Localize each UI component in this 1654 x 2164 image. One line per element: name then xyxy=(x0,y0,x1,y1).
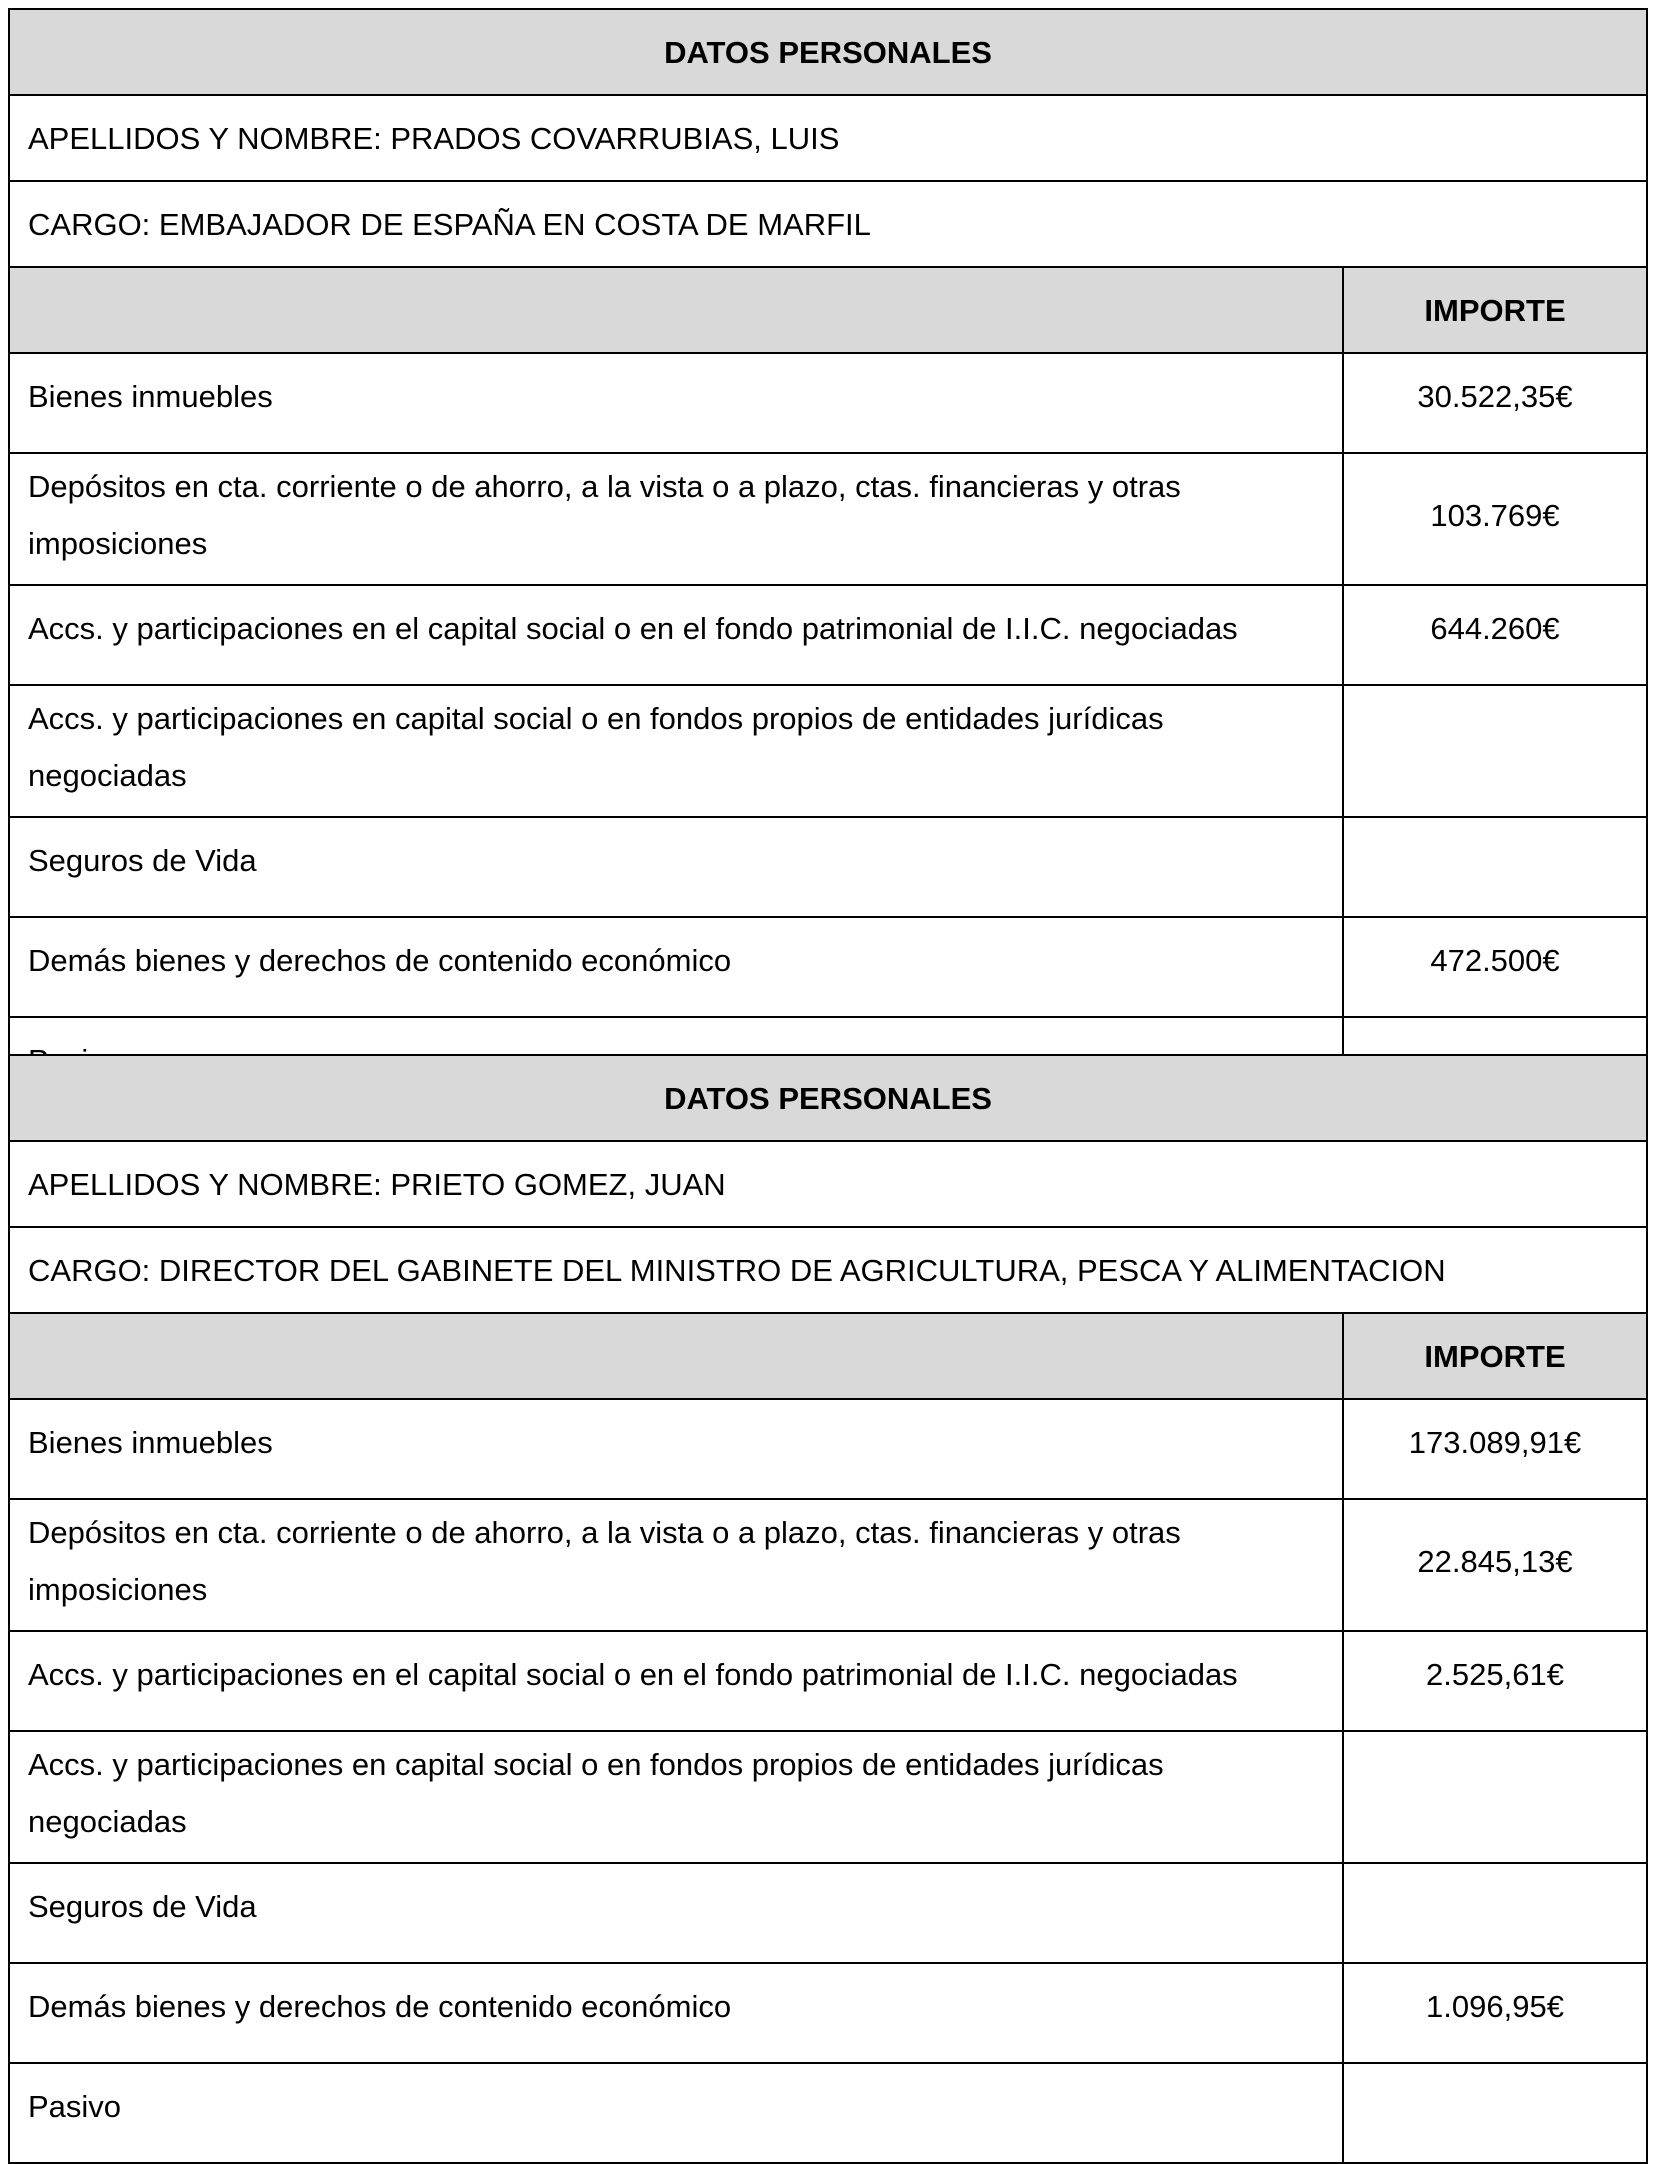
concept-header-cell xyxy=(9,267,1343,353)
row-amount: 173.089,91€ xyxy=(1343,1399,1647,1499)
row-amount: 472.500€ xyxy=(1343,917,1647,1017)
row-label: Accs. y participaciones en el capital social o en el fondo patrimonial de I.I.C. negociadas xyxy=(9,585,1343,685)
row-label: Depósitos en cta. corriente o de ahorro, a la vista o a plazo, ctas. financieras y otras imposiciones xyxy=(9,453,1343,585)
row-label: Depósitos en cta. corriente o de ahorro, a la vista o a plazo, ctas. financieras y otras imposiciones xyxy=(9,1499,1343,1631)
position-line: CARGO: EMBAJADOR DE ESPAÑA EN COSTA DE MARFIL xyxy=(9,181,1647,267)
row-amount xyxy=(1343,1731,1647,1863)
table-row xyxy=(9,1963,1647,2063)
row-amount xyxy=(1343,685,1647,817)
row-label: Seguros de Vida xyxy=(9,817,1343,917)
name-line: APELLIDOS Y NOMBRE: PRADOS COVARRUBIAS, LUIS xyxy=(9,95,1647,181)
table-row xyxy=(9,1631,1647,1731)
row-amount: 30.522,35€ xyxy=(1343,353,1647,453)
row-amount: 644.260€ xyxy=(1343,585,1647,685)
row-amount: 2.525,61€ xyxy=(1343,1631,1647,1731)
table-row xyxy=(9,817,1647,917)
row-amount xyxy=(1343,817,1647,917)
position-line: CARGO: DIRECTOR DEL GABINETE DEL MINISTRO DE AGRICULTURA, PESCA Y ALIMENTACION xyxy=(9,1227,1647,1313)
row-amount: 103.769€ xyxy=(1343,453,1647,585)
row-label: Seguros de Vida xyxy=(9,1863,1343,1963)
row-label: Bienes inmuebles xyxy=(9,1399,1343,1499)
row-label: Accs. y participaciones en capital social o en fondos propios de entidades jurídicas negociadas xyxy=(9,685,1343,817)
row-label: Accs. y participaciones en el capital social o en el fondo patrimonial de I.I.C. negociadas xyxy=(9,1631,1343,1731)
row-amount xyxy=(1343,1863,1647,1963)
row-amount xyxy=(1343,2063,1647,2163)
table-row xyxy=(9,1863,1647,1963)
section-title: DATOS PERSONALES xyxy=(9,1055,1647,1141)
table-row xyxy=(9,1731,1647,1863)
section-title: DATOS PERSONALES xyxy=(9,9,1647,95)
row-amount: 1.096,95€ xyxy=(1343,1963,1647,2063)
declaration-table-2 xyxy=(8,1054,1648,2164)
concept-header-cell xyxy=(9,1313,1343,1399)
row-label: Demás bienes y derechos de contenido económico xyxy=(9,1963,1343,2063)
table-row xyxy=(9,585,1647,685)
table-row xyxy=(9,685,1647,817)
amount-header: IMPORTE xyxy=(1343,1313,1647,1399)
row-amount: 22.845,13€ xyxy=(1343,1499,1647,1631)
declaration-table-1 xyxy=(8,8,1648,1118)
table-row xyxy=(9,2063,1647,2163)
row-label: Accs. y participaciones en capital social o en fondos propios de entidades jurídicas negociadas xyxy=(9,1731,1343,1863)
table-row xyxy=(9,1499,1647,1631)
table-row xyxy=(9,353,1647,453)
amount-header: IMPORTE xyxy=(1343,267,1647,353)
table-row xyxy=(9,453,1647,585)
row-label: Pasivo xyxy=(9,2063,1343,2163)
row-label: Bienes inmuebles xyxy=(9,353,1343,453)
row-label: Demás bienes y derechos de contenido económico xyxy=(9,917,1343,1017)
name-line: APELLIDOS Y NOMBRE: PRIETO GOMEZ, JUAN xyxy=(9,1141,1647,1227)
table-row xyxy=(9,917,1647,1017)
table-row xyxy=(9,1399,1647,1499)
